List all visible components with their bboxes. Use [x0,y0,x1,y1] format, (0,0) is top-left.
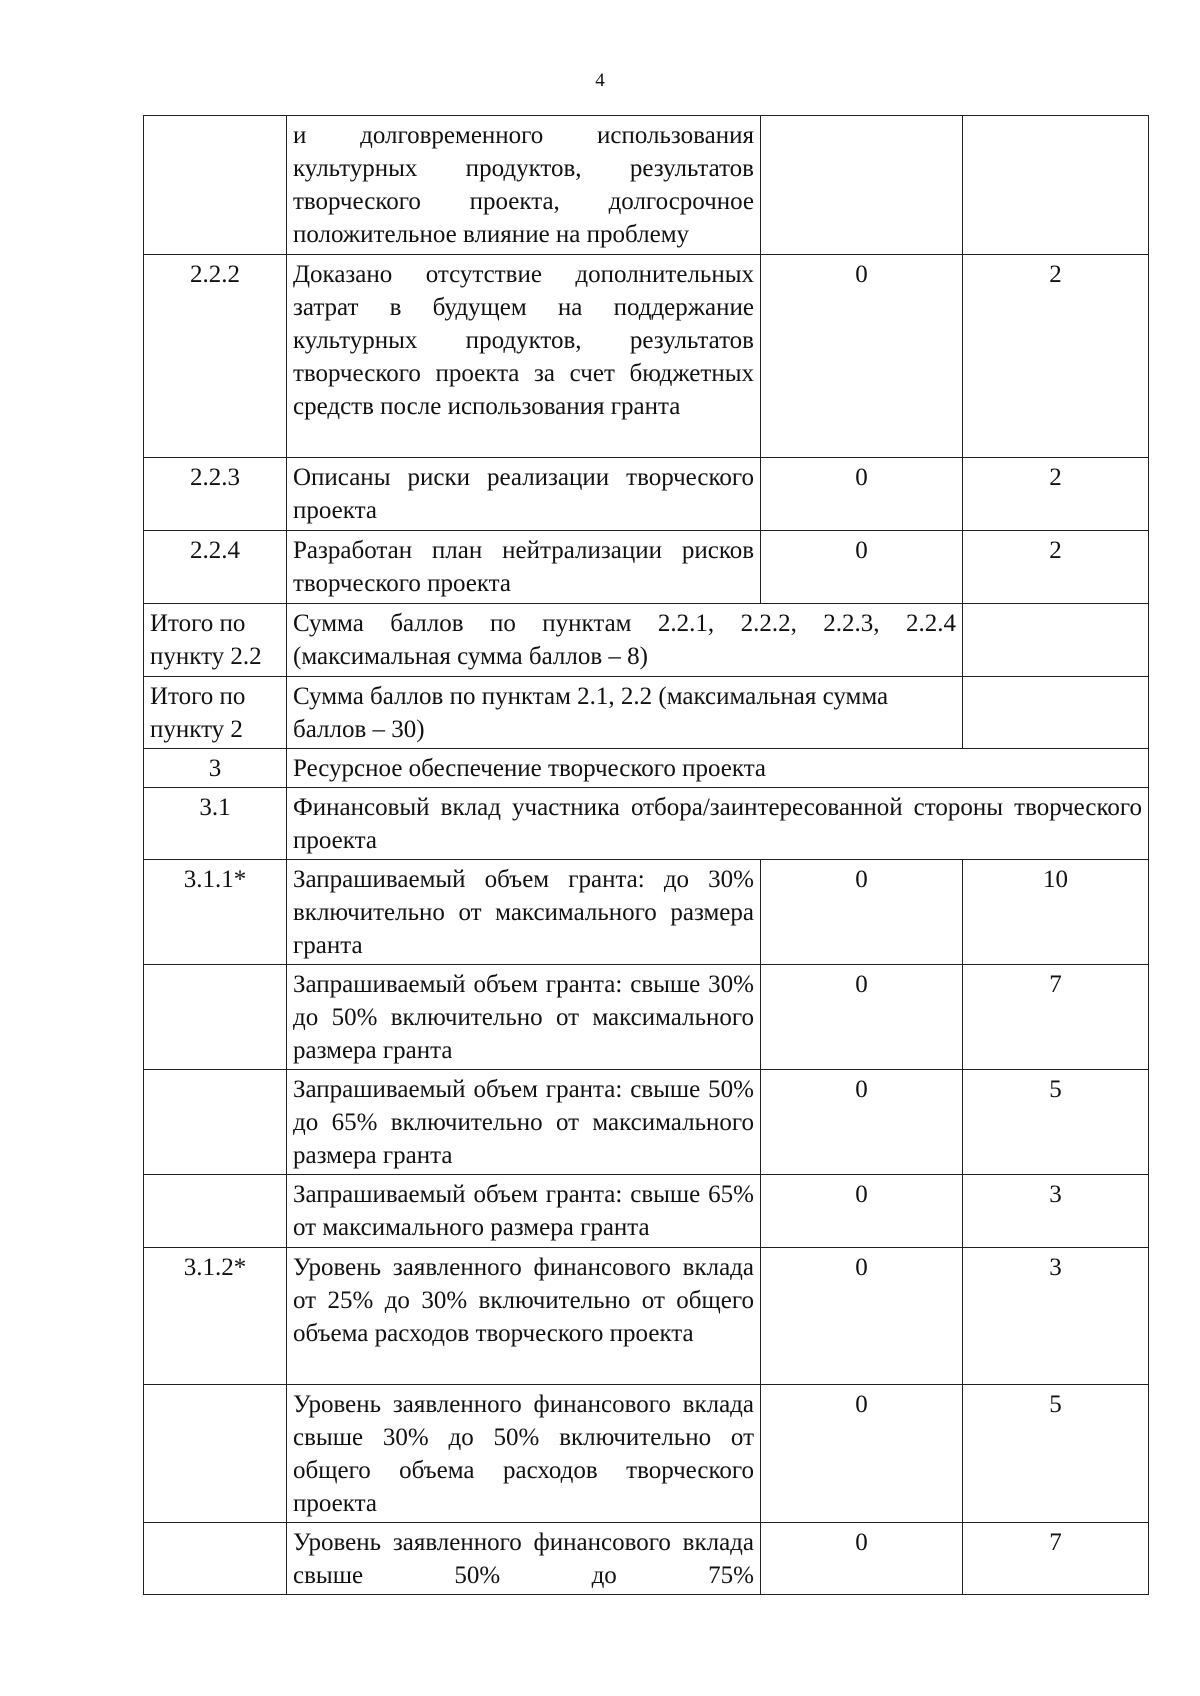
max-score: 2 [963,255,1149,458]
summary-text: Сумма баллов по пунктам 2.2.1, 2.2.2, 2.2.3, 2.2.4 (максимальная сумма баллов – 8) [287,604,963,677]
min-score-cell [761,116,963,255]
row-number-cell [144,1523,287,1595]
row-number: 3.1 [144,788,287,860]
criterion-text: Уровень заявленного финансового вклада от 25% до 30% включительно от общего объема расходов творческого проекта [287,1248,761,1385]
max-score: 2 [963,458,1149,531]
summary-text: Сумма баллов по пунктам 2.1, 2.2 (максимальная сумма баллов – 30) [287,677,963,749]
criterion-text: Описаны риски реализации творческого проекта [287,458,761,531]
criterion-text: Запрашиваемый объем гранта: до 30% включительно от максимального размера гранта [287,860,761,965]
row-number-cell [144,1175,287,1248]
row-number: 3.1.1* [144,860,287,965]
table-row [144,604,1149,677]
max-score: 5 [963,1070,1149,1175]
row-number: Итого по пункту 2 [144,677,287,749]
max-score: 3 [963,1248,1149,1385]
criteria-table [143,115,1149,1595]
max-score: 5 [963,1385,1149,1523]
criterion-text: Запрашиваемый объем гранта: свыше 30% до 50% включительно от максимального размера гранта [287,965,761,1070]
row-number: Итого по пункту 2.2 [144,604,287,677]
criterion-text: и долговременного использования культурных продуктов, результатов творческого проекта, долгосрочное положительное влияние на проблему [287,116,761,255]
criterion-text: Запрашиваемый объем гранта: свыше 50% до 65% включительно от максимального размера гранта [287,1070,761,1175]
row-number: 2.2.2 [144,255,287,458]
criterion-text: Уровень заявленного финансового вклада свыше 50% до 75% [287,1523,761,1595]
max-score: 3 [963,1175,1149,1248]
page-number: 4 [595,70,605,91]
min-score: 0 [761,531,963,604]
max-score: 7 [963,965,1149,1070]
min-score: 0 [761,1248,963,1385]
min-score: 0 [761,1385,963,1523]
max-score-cell [963,604,1149,677]
row-number-cell [144,116,287,255]
criterion-text: Разработан план нейтрализации рисков творческого проекта [287,531,761,604]
row-number: 3 [144,749,287,788]
min-score: 0 [761,965,963,1070]
row-number-cell [144,1385,287,1523]
row-number: 2.2.4 [144,531,287,604]
table-row [144,458,1149,531]
table-row [144,1385,1149,1523]
min-score: 0 [761,1175,963,1248]
row-number: 2.2.3 [144,458,287,531]
min-score: 0 [761,860,963,965]
max-score-cell [963,677,1149,749]
max-score: 2 [963,531,1149,604]
table-row [144,965,1149,1070]
table-row [144,255,1149,458]
criterion-text: Уровень заявленного финансового вклада свыше 30% до 50% включительно от общего объема расходов творческого проекта [287,1385,761,1523]
table-row [144,677,1149,749]
table-row [144,788,1149,860]
table-row [144,1070,1149,1175]
row-number-cell [144,965,287,1070]
section-title: Финансовый вклад участника отбора/заинтересованной стороны творческого проекта [287,788,1149,860]
max-score-cell [963,116,1149,255]
table-row [144,1523,1149,1595]
min-score: 0 [761,1070,963,1175]
table-row [144,860,1149,965]
criterion-text: Запрашиваемый объем гранта: свыше 65% от максимального размера гранта [287,1175,761,1248]
min-score: 0 [761,458,963,531]
criterion-text: Доказано отсутствие дополнительных затрат в будущем на поддержание культурных продуктов, результатов творческого проекта за счет бюджетных средств после использования гранта [287,255,761,458]
row-number: 3.1.2* [144,1248,287,1385]
min-score: 0 [761,1523,963,1595]
min-score: 0 [761,255,963,458]
table-row [144,531,1149,604]
max-score: 7 [963,1523,1149,1595]
table-row [144,116,1149,255]
row-number-cell [144,1070,287,1175]
max-score: 10 [963,860,1149,965]
table-row [144,749,1149,788]
table-row [144,1175,1149,1248]
section-title: Ресурсное обеспечение творческого проекта [287,749,1149,788]
table-row [144,1248,1149,1385]
